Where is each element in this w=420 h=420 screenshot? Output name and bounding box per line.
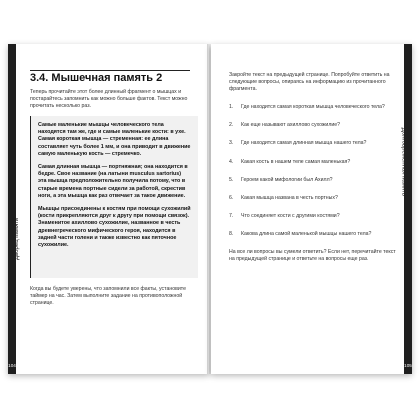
- question-text: Как еще называют ахиллово сухожилие?: [241, 122, 341, 129]
- left-page-number: 104: [8, 363, 16, 368]
- question-item: [229, 140, 401, 147]
- question-number: 2.: [229, 122, 234, 129]
- fact-paragraph: Мышцы присоединены к костям при помощи сухожилий (кости прикрепляются друг к другу при помощи связок). Знаменитое ахиллово сухожилие, названное в честь древнегреческого мифического героя, находится в задней части голени и также известно как пяточное сухожилие.: [38, 206, 191, 249]
- question-item: [229, 177, 401, 184]
- question-number: 6.: [229, 194, 234, 201]
- question-item: [229, 104, 401, 111]
- question-text: Какая мышца названа в честь портных?: [241, 194, 338, 201]
- intro-text: Теперь прочитайте этот более длинный фрагмент о мышцах и постарайтесь запомнить как можно больше фактов. Текст можно прочитать несколько раз.: [30, 89, 188, 110]
- left-edge-tab: [8, 44, 16, 374]
- question-number: 8.: [229, 231, 234, 238]
- question-item: [229, 213, 401, 220]
- question-item: [229, 122, 401, 129]
- closing-text: На все ли вопросы вы сумели ответить? Если нет, перечитайте текст на предыдущей странице и ответьте на вопросы еще раз.: [229, 249, 396, 263]
- question-text: Что соединяет кости с другими костями?: [241, 213, 340, 220]
- question-number: 3.: [229, 140, 234, 147]
- question-item: [229, 231, 401, 238]
- question-number: 1.: [229, 104, 234, 110]
- facts-box: [30, 116, 198, 278]
- question-text: Какова длина самой маленькой мышцы нашего тела?: [241, 231, 372, 238]
- question-text: Где находится самая длинная мышца нашего тела?: [241, 140, 367, 147]
- question-number: 5.: [229, 176, 234, 183]
- question-text: Где находится самая короткая мышца человеческого тела?: [241, 104, 385, 110]
- question-number: 4.: [229, 158, 234, 165]
- question-text: Какая кость в нашем теле самая маленькая?: [241, 158, 351, 165]
- fact-paragraph: Самая длинная мышца — портняжная; она находится в бедре. Свое название (на латыни musculus sartorius) эта мышца предположительно получила потому, что в старые времена портные сидели за работой, скрестив ноги, а эта мышца как раз отвечает за такое движение.: [38, 164, 188, 199]
- question-text: Героем какой мифологии был Ахилл?: [241, 176, 333, 183]
- question-item: [229, 159, 401, 166]
- left-page: [8, 44, 209, 374]
- right-edge-tab: [404, 44, 412, 374]
- question-list: [229, 104, 401, 250]
- question-number: 7.: [229, 213, 234, 220]
- outro-text: Когда вы будете уверены, что запомнили все факты, установите таймер на час. Затем выполните задание на противоположной странице.: [30, 286, 186, 307]
- right-page-number: 105: [404, 363, 412, 368]
- question-item: [229, 195, 401, 202]
- fact-paragraph: Самые маленькие мышцы человеческого тела находятся там же, где и самые маленькие кости: в ухе. Самая короткая мышца — стременная: ее длина составляет чуть более 1 мм, и она приводит в движение самую маленькую кость — стремечко.: [38, 122, 191, 157]
- instructions-text: Закройте текст на предыдущей странице. Попробуйте ответить на следующие вопросы, опираясь на информацию из прочитанного фрагмента.: [229, 72, 390, 93]
- section-title: 3.4. Мышечная память 2: [30, 72, 163, 84]
- right-side-label: Долговременная память: [400, 127, 406, 196]
- right-page: [211, 44, 412, 374]
- left-side-label: Дворец памяти: [14, 217, 20, 260]
